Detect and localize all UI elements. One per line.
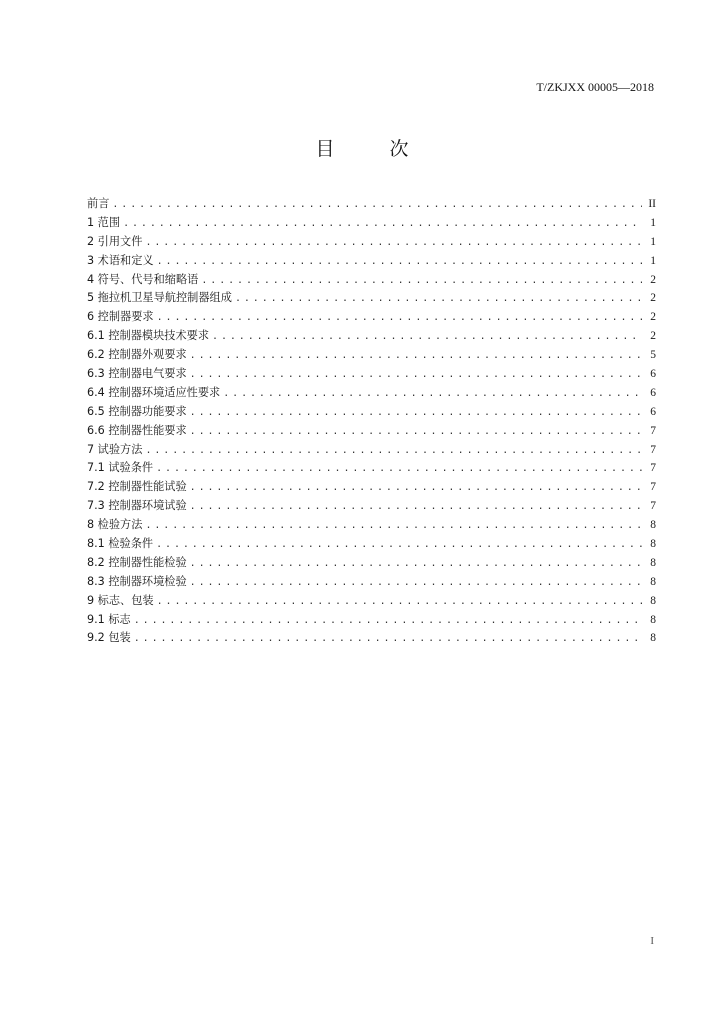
toc-leader-dots bbox=[223, 388, 642, 399]
toc-entry-6-3[interactable] bbox=[87, 365, 656, 384]
toc-leader-dots bbox=[145, 237, 642, 248]
toc-entry-text: 6 控制器要求 bbox=[87, 310, 154, 324]
toc-entry-7-3[interactable] bbox=[87, 497, 656, 516]
toc-leader-dots bbox=[157, 256, 642, 267]
toc-entry-7-1[interactable] bbox=[87, 459, 656, 478]
toc-entry-page: 8 bbox=[650, 519, 656, 532]
toc-entry-9-1[interactable] bbox=[87, 611, 656, 630]
toc-entry-text: 8 检验方法 bbox=[87, 518, 143, 532]
table-of-contents bbox=[87, 195, 656, 648]
toc-leader-dots bbox=[112, 199, 642, 210]
toc-entry-text: 5 拖拉机卫星导航控制器组成 bbox=[87, 291, 232, 305]
toc-entry-page: 6 bbox=[650, 386, 656, 399]
toc-entry-6[interactable] bbox=[87, 308, 656, 327]
toc-entry-page: 6 bbox=[650, 405, 656, 418]
toc-leader-dots bbox=[190, 577, 642, 588]
toc-leader-dots bbox=[157, 596, 642, 607]
toc-entry-text: 2 引用文件 bbox=[87, 234, 143, 248]
toc-entry-page: 8 bbox=[650, 632, 656, 645]
toc-entry-5[interactable] bbox=[87, 289, 656, 308]
toc-entry-9-2[interactable] bbox=[87, 629, 656, 648]
toc-entry-text: 6.6 控制器性能要求 bbox=[87, 423, 187, 437]
page-title: 目 次 bbox=[315, 138, 427, 160]
toc-entry-text: 7.1 试验条件 bbox=[87, 461, 154, 475]
toc-entry-9[interactable] bbox=[87, 592, 656, 611]
toc-entry-6-5[interactable] bbox=[87, 403, 656, 422]
toc-entry-page: 8 bbox=[650, 538, 656, 551]
toc-entry-1[interactable] bbox=[87, 214, 656, 233]
toc-leader-dots bbox=[157, 312, 642, 323]
toc-entry-text: 6.3 控制器电气要求 bbox=[87, 367, 187, 381]
toc-leader-dots bbox=[123, 218, 642, 229]
toc-entry-text: 4 符号、代号和缩略语 bbox=[87, 272, 199, 286]
toc-entry-3[interactable] bbox=[87, 252, 656, 271]
toc-entry-text: 6.5 控制器功能要求 bbox=[87, 404, 187, 418]
toc-entry-page: 7 bbox=[650, 481, 656, 494]
toc-entry-page: 5 bbox=[650, 349, 656, 362]
toc-entry-foreword[interactable] bbox=[87, 195, 656, 214]
toc-entry-text: 9 标志、包装 bbox=[87, 593, 154, 607]
toc-leader-dots bbox=[190, 501, 642, 512]
toc-entry-page: 8 bbox=[650, 575, 656, 588]
toc-entry-text: 7.2 控制器性能试验 bbox=[87, 480, 187, 494]
toc-entry-text: 8.3 控制器环境检验 bbox=[87, 574, 187, 588]
toc-leader-dots bbox=[145, 520, 642, 531]
toc-entry-page: 8 bbox=[650, 556, 656, 569]
toc-entry-text: 前言 bbox=[87, 197, 110, 210]
toc-entry-page: 7 bbox=[650, 443, 656, 456]
toc-entry-page: 8 bbox=[650, 594, 656, 607]
toc-entry-8-2[interactable] bbox=[87, 554, 656, 573]
toc-leader-dots bbox=[134, 633, 642, 644]
toc-entry-page: 2 bbox=[650, 292, 656, 305]
toc-leader-dots bbox=[190, 407, 642, 418]
toc-entry-6-2[interactable] bbox=[87, 346, 656, 365]
toc-leader-dots bbox=[190, 482, 642, 493]
toc-entry-page: 7 bbox=[650, 462, 656, 475]
toc-entry-page: 7 bbox=[650, 424, 656, 437]
page-number: I bbox=[650, 935, 654, 947]
toc-leader-dots bbox=[212, 331, 642, 342]
toc-entry-text: 3 术语和定义 bbox=[87, 253, 154, 267]
toc-entry-page: 2 bbox=[650, 311, 656, 324]
toc-entry-8-1[interactable] bbox=[87, 535, 656, 554]
toc-entry-text: 6.2 控制器外观要求 bbox=[87, 348, 187, 362]
toc-entry-page: 2 bbox=[650, 273, 656, 286]
toc-entry-page: 1 bbox=[650, 216, 656, 229]
toc-entry-text: 1 范围 bbox=[87, 215, 121, 229]
toc-entry-page: 1 bbox=[650, 254, 656, 267]
toc-entry-2[interactable] bbox=[87, 233, 656, 252]
toc-entry-text: 9.1 标志 bbox=[87, 612, 131, 626]
toc-entry-8-3[interactable] bbox=[87, 573, 656, 592]
toc-leader-dots bbox=[235, 293, 642, 304]
toc-entry-8[interactable] bbox=[87, 516, 656, 535]
toc-leader-dots bbox=[201, 275, 642, 286]
toc-entry-text: 8.1 检验条件 bbox=[87, 537, 154, 551]
toc-leader-dots bbox=[156, 463, 642, 474]
toc-entry-7-2[interactable] bbox=[87, 478, 656, 497]
toc-entry-page: 7 bbox=[650, 500, 656, 513]
toc-entry-page: 2 bbox=[650, 330, 656, 343]
toc-entry-text: 6.1 控制器模块技术要求 bbox=[87, 329, 210, 343]
toc-leader-dots bbox=[145, 445, 642, 456]
toc-leader-dots bbox=[190, 558, 642, 569]
toc-entry-page: II bbox=[648, 198, 656, 210]
toc-entry-text: 6.4 控制器环境适应性要求 bbox=[87, 385, 221, 399]
standard-code: T/ZKJXX 00005—2018 bbox=[536, 80, 654, 94]
toc-leader-dots bbox=[190, 369, 642, 380]
toc-entry-text: 7 试验方法 bbox=[87, 442, 143, 456]
toc-leader-dots bbox=[156, 539, 642, 550]
toc-entry-text: 8.2 控制器性能检验 bbox=[87, 555, 187, 569]
toc-leader-dots bbox=[190, 426, 642, 437]
toc-entry-text: 9.2 包装 bbox=[87, 631, 131, 645]
toc-entry-page: 8 bbox=[650, 613, 656, 626]
toc-entry-page: 6 bbox=[650, 368, 656, 381]
toc-leader-dots bbox=[190, 350, 642, 361]
toc-leader-dots bbox=[134, 615, 642, 626]
toc-entry-6-1[interactable] bbox=[87, 327, 656, 346]
toc-entry-6-6[interactable] bbox=[87, 422, 656, 441]
toc-entry-7[interactable] bbox=[87, 441, 656, 460]
toc-entry-4[interactable] bbox=[87, 271, 656, 290]
toc-entry-text: 7.3 控制器环境试验 bbox=[87, 499, 187, 513]
toc-entry-page: 1 bbox=[650, 235, 656, 248]
toc-entry-6-4[interactable] bbox=[87, 384, 656, 403]
